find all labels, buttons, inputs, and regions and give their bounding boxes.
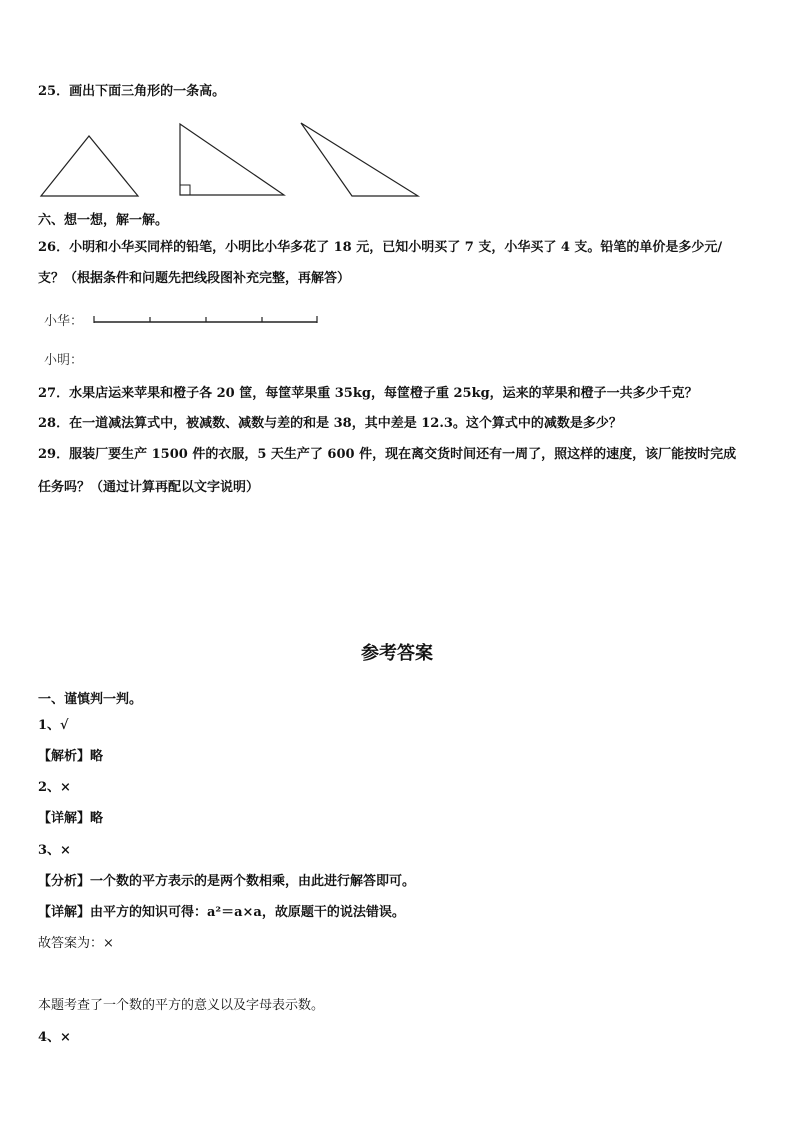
- answer-3: 3、×: [38, 843, 71, 858]
- answer-4: 4、×: [38, 1030, 71, 1045]
- segment-label-xiaohua: 小华：: [44, 314, 84, 329]
- answer-3-note: 本题考查了一个数的平方的意义以及字母表示数。: [38, 998, 325, 1013]
- section-6-heading: 六、想一想，解一解。: [38, 213, 169, 228]
- question-27: 27．水果店运来苹果和橙子各 20 筐，每筐苹果重 35kg，每筐橙子重 25kg，运来的苹果和橙子一共多少千克？: [38, 386, 698, 401]
- answer-1: 1、√: [38, 718, 69, 733]
- answers-title: 参考答案: [361, 643, 433, 664]
- question-25: 25．画出下面三角形的一条高。: [38, 84, 226, 99]
- answer-3-analysis: 【分析】一个数的平方表示的是两个数相乘，由此进行解答即可。: [38, 874, 416, 889]
- question-29-line2: 任务吗？（通过计算再配以文字说明）: [38, 480, 260, 495]
- answer-3-detail: 【详解】由平方的知识可得：a²＝a×a，故原题干的说法错误。: [38, 905, 405, 920]
- answer-2-detail: 【详解】略: [38, 811, 104, 826]
- answer-1-analysis: 【解析】略: [38, 749, 104, 764]
- answer-2: 2、×: [38, 780, 71, 795]
- right-angle-mark: [180, 185, 190, 195]
- question-26-line2: 支？（根据条件和问题先把线段图补充完整，再解答）: [38, 271, 351, 286]
- question-29-line1: 29．服装厂要生产 1500 件的衣服，5 天生产了 600 件，现在离交货时间还有一周了，照这样的速度，该厂能按时完成: [38, 447, 737, 462]
- triangle-acute: [38, 133, 142, 199]
- segment-label-xiaoming: 小明：: [44, 353, 84, 368]
- answer-3-conclusion: 故答案为：×: [38, 936, 114, 951]
- answers-section-1: 一、谨慎判一判。: [38, 692, 143, 707]
- triangle-right: [176, 122, 288, 198]
- question-28: 28．在一道减法算式中，被减数、减数与差的和是 38，其中差是 12.3。这个算式中的减数是多少？: [38, 416, 622, 431]
- triangle-obtuse: [298, 121, 422, 199]
- question-26-line1: 26．小明和小华买同样的铅笔，小明比小华多花了 18 元，已知小明买了 7 支，小华买了 4 支。铅笔的单价是多少元/: [38, 240, 723, 255]
- segment-diagram-xiaohua: [92, 314, 320, 326]
